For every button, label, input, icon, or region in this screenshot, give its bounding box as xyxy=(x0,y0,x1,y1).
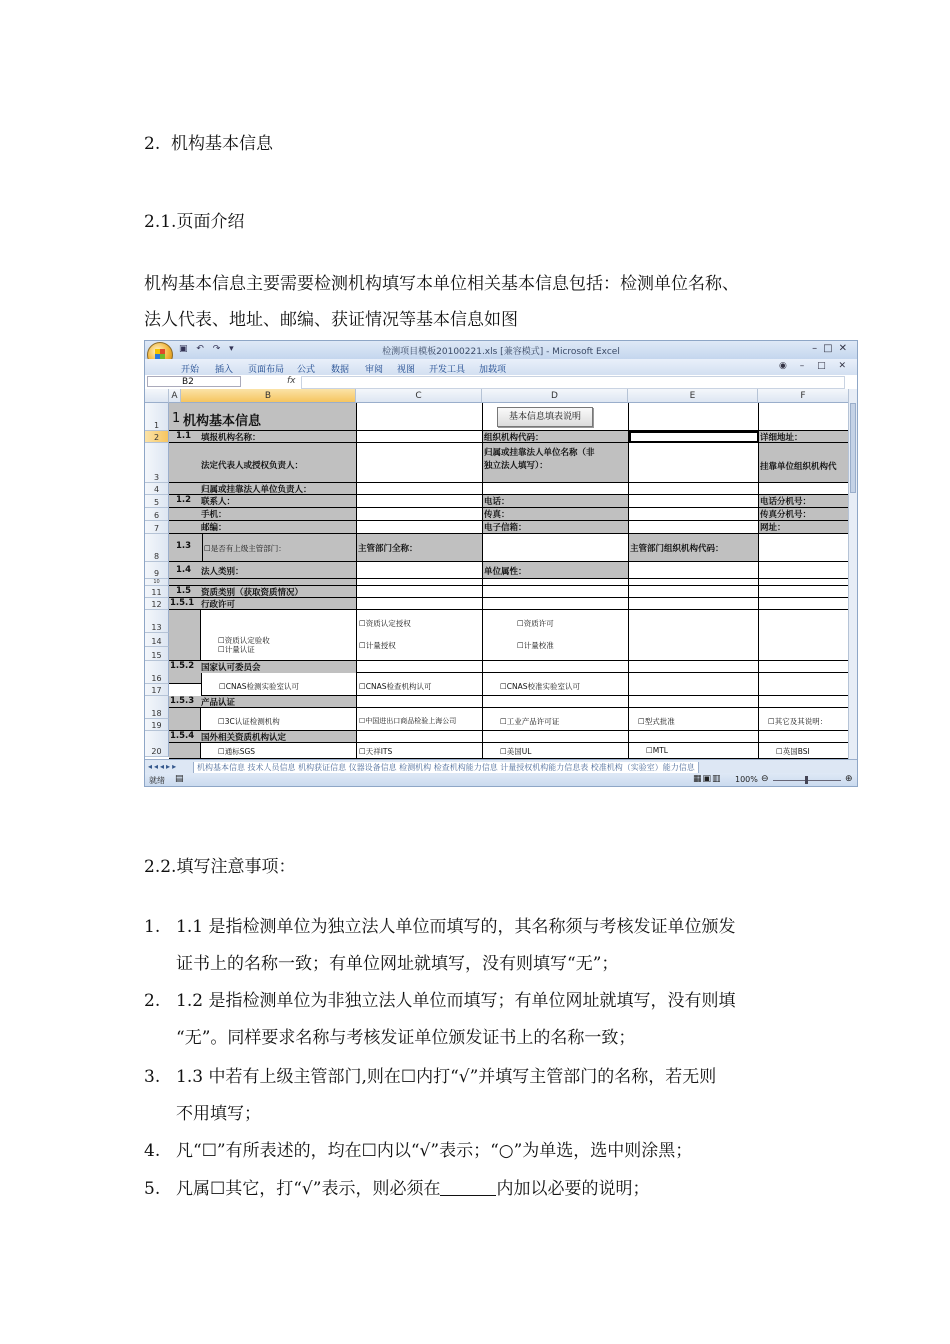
tab-page-layout[interactable]: 页面布局 xyxy=(248,365,285,375)
cell[interactable] xyxy=(629,696,759,708)
note-num: 5. xyxy=(144,1179,161,1199)
cell-r2-f[interactable]: 详细地址： xyxy=(759,431,849,443)
cell-r3-f: 挂靠单位组织机构代 xyxy=(760,462,837,472)
cell[interactable] xyxy=(483,534,629,562)
row-header[interactable]: 10 xyxy=(145,579,169,586)
cell[interactable] xyxy=(629,508,759,521)
cell[interactable] xyxy=(483,743,629,759)
cell[interactable] xyxy=(759,483,849,495)
cell[interactable] xyxy=(483,673,629,696)
cell[interactable] xyxy=(357,731,483,743)
note-3-line-2: 不用填写； xyxy=(176,1104,261,1124)
cell-r18-b: ☐3C认证检测机构 xyxy=(218,717,280,726)
cell-r15-b: 国家认可委员会 xyxy=(201,663,261,673)
cell[interactable] xyxy=(357,443,483,483)
fill-instructions-button[interactable]: 基本信息填表说明 xyxy=(497,407,593,427)
note-1-line-1 xyxy=(144,916,735,938)
active-cell[interactable] xyxy=(629,431,759,443)
cell-r8-c: 主管部门全称： xyxy=(358,544,418,554)
cell[interactable] xyxy=(629,403,759,431)
macro-record-icon[interactable]: ▤ xyxy=(175,774,184,784)
note-2-line-1 xyxy=(144,990,735,1012)
tab-developer[interactable]: 开发工具 xyxy=(429,365,466,375)
cell-r4-b: 归属或挂靠法人单位负责人： xyxy=(201,485,312,495)
sheet-nav-arrows-icon[interactable]: ◂◂◂▸▸ xyxy=(148,762,179,771)
cell-r2-num: 1.1 xyxy=(176,431,192,441)
cell-r9-d: 单位属性： xyxy=(484,567,527,577)
cell-r20-c: ☐天祥ITS xyxy=(359,747,393,756)
ribbon-tabs xyxy=(145,359,857,376)
cell[interactable] xyxy=(759,708,849,731)
cell-r9-b: 法人类别： xyxy=(201,567,244,577)
cell[interactable] xyxy=(201,610,357,661)
cell[interactable] xyxy=(759,534,849,562)
cell[interactable] xyxy=(169,403,357,431)
cell[interactable] xyxy=(759,731,849,743)
cell[interactable] xyxy=(169,562,357,579)
cell-r19-num: 1.5.4 xyxy=(170,731,195,741)
note-5 xyxy=(144,1178,649,1200)
col-header-d[interactable]: D xyxy=(482,389,628,403)
cell[interactable] xyxy=(357,673,483,696)
note-text: 1.2 是指检测单位为非独立法人单位而填写；有单位网址就填写，没有则填 xyxy=(176,991,736,1011)
cell[interactable] xyxy=(629,673,759,696)
cell[interactable] xyxy=(483,661,629,673)
cell[interactable] xyxy=(629,534,759,562)
section-heading-2-2: 2.2.填写注意事项： xyxy=(144,857,296,877)
cell-r13-c: ☐资质认定授权 xyxy=(359,619,411,628)
sheet-tabs[interactable]: 机构基本信息 技术人员信息 机构获证信息 仪器设备信息 检测机构 检查机构能力信息 计量授权机构能力信息表 校准机构（实验室）能力信息 xyxy=(193,762,699,774)
row-header[interactable]: 6 xyxy=(145,508,169,521)
select-all-corner[interactable] xyxy=(145,389,169,403)
row-header[interactable]: 2 xyxy=(145,431,169,443)
cell[interactable] xyxy=(629,495,759,508)
cell-r3-d2: 独立法人填写）： xyxy=(484,461,548,471)
note-1-line-2: 证书上的名称一致；有单位网址就填写，没有则填写“无”； xyxy=(176,954,619,974)
cell[interactable] xyxy=(169,443,357,483)
cell[interactable] xyxy=(759,610,849,661)
tab-home[interactable]: 开始 xyxy=(181,365,200,375)
cell[interactable] xyxy=(357,579,483,586)
section-heading-2: 2. 机构基本信息 xyxy=(144,134,274,154)
cell-r5-f[interactable]: 电话分机号： xyxy=(759,495,849,508)
cell[interactable] xyxy=(629,661,759,673)
excel-screenshot xyxy=(144,340,858,787)
quick-access-toolbar[interactable]: ▣ ↶ ↷ ▾ xyxy=(179,344,237,354)
note-num: 2. xyxy=(144,991,161,1011)
cell[interactable] xyxy=(759,443,849,483)
formula-bar xyxy=(145,375,857,390)
note-text: 凡“☐”有所表述的，均在☐内以“√”表示；“○”为单选，选中则涂黑； xyxy=(176,1141,693,1161)
window-controls[interactable]: –□✕ xyxy=(812,343,853,354)
row-header[interactable]: 20 xyxy=(145,731,169,757)
cell[interactable] xyxy=(169,708,201,731)
cell-r18-d: ☐工业产品许可证 xyxy=(500,717,560,726)
row-header[interactable]: 15 xyxy=(145,647,169,661)
cell-r11-num: 1.5 xyxy=(176,586,192,596)
cell[interactable] xyxy=(357,495,483,508)
cell-r2-b: 填报机构名称： xyxy=(201,433,261,443)
row-header[interactable]: 5 xyxy=(145,495,169,508)
row-header[interactable]: 16 xyxy=(145,661,169,684)
cell[interactable] xyxy=(483,443,629,483)
col-header-e[interactable]: E xyxy=(628,389,758,403)
cell[interactable] xyxy=(357,508,483,521)
cell-r18-f: ☐其它及其说明： xyxy=(768,717,828,726)
cell[interactable] xyxy=(483,610,629,661)
cell-r14-b: ☐计量认证 xyxy=(218,645,255,654)
ribbon-help-controls[interactable]: ◉ – □ ✕ xyxy=(779,361,851,371)
cell-r8-b: ☐是否有上级主管部门： xyxy=(204,544,286,553)
cell-r7-d[interactable]: 电子信箱： xyxy=(483,521,629,534)
intro-line-2: 法人代表、地址、邮编、获证情况等基本信息如图 xyxy=(144,310,518,330)
cell-r1-num: 1 xyxy=(172,411,181,426)
row-header[interactable]: 1 xyxy=(145,403,169,431)
cell[interactable] xyxy=(759,562,849,579)
cell[interactable] xyxy=(357,562,483,579)
cell[interactable] xyxy=(759,696,849,708)
cell[interactable] xyxy=(169,521,357,534)
cell[interactable] xyxy=(169,495,357,508)
cell-r11-b: 资质类别（获取资质情况） xyxy=(201,588,304,598)
cell[interactable] xyxy=(483,586,629,598)
cell[interactable] xyxy=(169,431,357,443)
cell-r3-b: 法定代表人或授权负责人： xyxy=(201,461,304,471)
cell-r2-d[interactable]: 组织机构代码： xyxy=(483,431,629,443)
row-header[interactable]: 14 xyxy=(145,633,169,647)
cell[interactable] xyxy=(629,743,759,759)
tab-data[interactable]: 数据 xyxy=(331,365,350,375)
formula-input[interactable] xyxy=(301,376,845,389)
cell[interactable] xyxy=(357,598,483,610)
cell[interactable] xyxy=(759,579,849,586)
cell-r18-c: ☐中国进出口商品检验上海公司 xyxy=(359,717,457,725)
note-num: 4. xyxy=(144,1141,161,1161)
cell[interactable] xyxy=(202,534,357,562)
tab-review[interactable]: 审阅 xyxy=(365,365,384,375)
row-header[interactable]: 19 xyxy=(145,719,169,731)
status-ready: 就绪 xyxy=(149,776,165,785)
cell[interactable] xyxy=(357,610,483,661)
cell-r18-e: ☐型式批准 xyxy=(638,717,675,726)
cell[interactable] xyxy=(629,610,759,661)
col-header-b[interactable]: B xyxy=(181,389,356,403)
cell[interactable] xyxy=(169,610,201,661)
cell-r19-b: 国外相关资质机构认定 xyxy=(201,733,287,743)
vertical-scrollbar[interactable] xyxy=(848,389,857,759)
cell-r9-num: 1.4 xyxy=(176,565,192,575)
cell[interactable] xyxy=(169,508,357,521)
zoom-out-icon[interactable]: ⊖ xyxy=(761,774,769,784)
cell[interactable] xyxy=(169,696,357,708)
cell[interactable] xyxy=(357,708,483,731)
cell[interactable] xyxy=(169,483,357,495)
fill-blank-underline xyxy=(440,1179,496,1196)
cell[interactable] xyxy=(629,443,759,483)
excel-title-bar xyxy=(145,341,857,359)
cell[interactable] xyxy=(201,743,357,759)
cell[interactable] xyxy=(759,661,849,673)
row-header[interactable]: 11 xyxy=(145,586,169,598)
cell-r16-b: ☐CNAS检测实验室认可 xyxy=(219,682,299,691)
cell[interactable] xyxy=(629,731,759,743)
cell[interactable] xyxy=(357,696,483,708)
cell-r14-d: ☐计量校准 xyxy=(517,641,554,650)
cell[interactable] xyxy=(483,708,629,731)
cell-r12-num: 1.5.1 xyxy=(170,598,195,608)
row-header[interactable]: 8 xyxy=(145,534,169,562)
cell[interactable] xyxy=(357,534,483,562)
cell-r17-b: 产品认证 xyxy=(201,698,236,708)
cell[interactable] xyxy=(629,579,759,586)
cell[interactable] xyxy=(759,586,849,598)
fx-icon[interactable]: fx xyxy=(287,376,296,386)
cell-r12-b: 行政许可 xyxy=(201,600,236,610)
col-header-a[interactable]: A xyxy=(169,389,181,403)
row-header[interactable]: 7 xyxy=(145,521,169,534)
cell-r13-b: ☐资质认定验收 xyxy=(218,636,270,645)
cell[interactable] xyxy=(357,521,483,534)
note-text: 1.3 中若有上级主管部门,则在☐内打“√”并填写主管部门的名称，若无则 xyxy=(176,1067,717,1087)
cell-r6-d[interactable]: 传真： xyxy=(483,508,629,521)
cell-r20-e: ☐MTL xyxy=(646,746,668,755)
row-header[interactable]: 9 xyxy=(145,562,169,579)
cell[interactable] xyxy=(357,586,483,598)
name-box[interactable]: B2 xyxy=(147,376,241,387)
tab-formulas[interactable]: 公式 xyxy=(297,365,316,375)
row-header[interactable]: 13 xyxy=(145,610,169,633)
zoom-in-icon[interactable]: ⊕ xyxy=(845,774,853,784)
cell[interactable] xyxy=(169,579,357,586)
cell[interactable] xyxy=(483,579,629,586)
cell[interactable] xyxy=(629,521,759,534)
row-header[interactable]: 18 xyxy=(145,696,169,719)
cell[interactable] xyxy=(483,598,629,610)
cell[interactable] xyxy=(357,483,483,495)
cell-r5-b: 联系人： xyxy=(201,497,236,507)
note-3-line-1 xyxy=(144,1066,716,1088)
cell-r5-d[interactable]: 电话： xyxy=(483,495,629,508)
tab-addins[interactable]: 加载项 xyxy=(479,365,507,375)
zoom-slider-thumb[interactable] xyxy=(805,776,808,784)
note-num: 3. xyxy=(144,1067,161,1087)
note-text: 1.1 是指检测单位为独立法人单位而填写的，其名称须与考核发证单位颁发 xyxy=(176,917,736,937)
cell[interactable] xyxy=(629,586,759,598)
zoom-level: 100% xyxy=(735,775,758,784)
cell-r6-f[interactable]: 传真分机号： xyxy=(759,508,849,521)
cell[interactable] xyxy=(759,743,849,759)
col-header-c[interactable]: C xyxy=(356,389,482,403)
row-header[interactable]: 12 xyxy=(145,598,169,610)
note-text-a: 凡属☐其它，打“√”表示，则必须在 xyxy=(176,1179,441,1199)
section-heading-2-1: 2.1.页面介绍 xyxy=(144,212,245,232)
cell[interactable] xyxy=(169,743,201,759)
row-header[interactable]: 17 xyxy=(145,684,169,696)
cell[interactable] xyxy=(201,673,357,696)
cell-r5-num: 1.2 xyxy=(176,495,192,505)
note-4 xyxy=(144,1140,692,1162)
cell[interactable] xyxy=(759,598,849,610)
status-bar xyxy=(145,773,857,787)
cell[interactable] xyxy=(169,731,357,743)
cell-r1-title: 机构基本信息 xyxy=(183,414,262,429)
cell-r13-d: ☐资质许可 xyxy=(517,619,554,628)
cell[interactable] xyxy=(201,708,357,731)
cell-r16-c: ☐CNAS检查机构认可 xyxy=(359,682,432,691)
cell-r8-e: 主管部门组织机构代码： xyxy=(630,544,724,554)
cell[interactable] xyxy=(483,483,629,495)
cell-r14-c: ☐计量授权 xyxy=(359,641,396,650)
col-header-f[interactable]: F xyxy=(758,389,849,403)
cell[interactable] xyxy=(357,743,483,759)
spreadsheet-grid xyxy=(145,389,849,759)
cell-r20-f: ☐英国BSI xyxy=(776,747,810,756)
window-title: 检测项目模板20100221.xls [兼容模式] - Microsoft Excel xyxy=(382,347,620,357)
cell-r20-d: ☐美国UL xyxy=(500,747,532,756)
row-header[interactable]: 3 xyxy=(145,443,169,483)
tab-view[interactable]: 视图 xyxy=(397,365,416,375)
cell[interactable] xyxy=(357,661,483,673)
note-num: 1. xyxy=(144,917,161,937)
cell-r7-b: 邮编： xyxy=(201,523,227,533)
tab-insert[interactable]: 插入 xyxy=(215,365,234,375)
view-buttons-icon[interactable]: ▦▣▥ xyxy=(693,774,722,784)
note-text-b: 内加以必要的说明； xyxy=(496,1179,650,1199)
cell-r20-b: ☐通标SGS xyxy=(218,747,256,756)
row-header[interactable]: 4 xyxy=(145,483,169,495)
cell[interactable] xyxy=(169,598,357,610)
cell[interactable] xyxy=(629,708,759,731)
scroll-thumb[interactable] xyxy=(850,403,856,493)
cell[interactable] xyxy=(759,403,849,431)
cell[interactable] xyxy=(483,731,629,743)
sheet-tab-bar xyxy=(145,759,857,774)
cell-r17-num: 1.5.3 xyxy=(170,696,195,706)
cell[interactable] xyxy=(629,562,759,579)
cell[interactable] xyxy=(483,696,629,708)
intro-line-1: 机构基本信息主要需要检测机构填写本单位相关基本信息包括：检测单位名称、 xyxy=(144,274,739,294)
cell[interactable] xyxy=(169,586,357,598)
cell-r16-d: ☐CNAS校准实验室认可 xyxy=(500,682,580,691)
cell[interactable] xyxy=(629,598,759,610)
cell-r7-f[interactable]: 网址： xyxy=(759,521,849,534)
cell[interactable] xyxy=(357,431,483,443)
cell-r15-num: 1.5.2 xyxy=(170,661,195,671)
cell[interactable] xyxy=(483,562,629,579)
cell[interactable] xyxy=(759,673,849,696)
cell[interactable] xyxy=(357,403,483,431)
cell-r3-d1: 归属或挂靠法人单位名称（非 xyxy=(484,448,595,458)
cell-r8-num: 1.3 xyxy=(176,541,192,551)
note-2-line-2: “无”。同样要求名称与考核发证单位颁发证书上的名称一致； xyxy=(176,1028,636,1048)
cell-r6-b: 手机： xyxy=(201,510,227,520)
cell[interactable] xyxy=(629,483,759,495)
